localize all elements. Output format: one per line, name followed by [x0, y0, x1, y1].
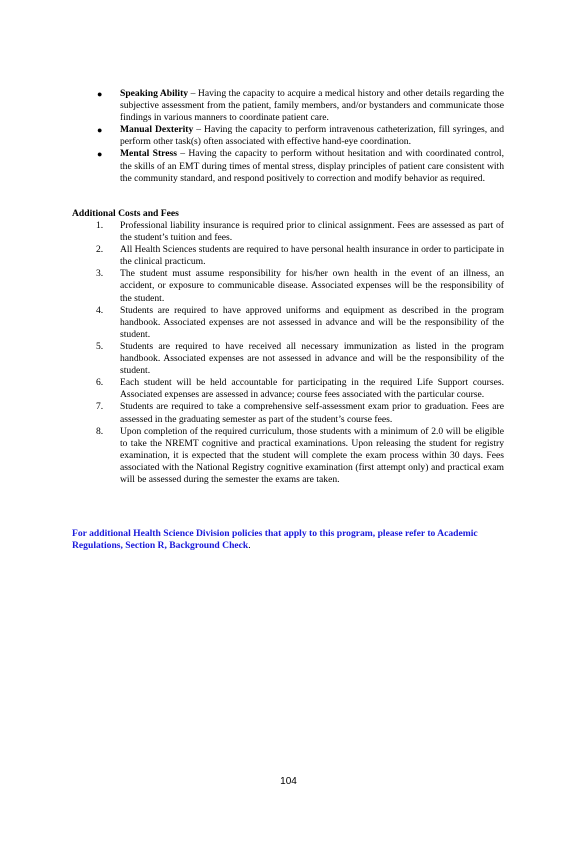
list-item [96, 341, 504, 377]
item-text: Upon completion of the required curriculum, those students with a minimum of 2.0 will be eligible to take the NREMT cognitive and practical examinations. Upon releasing the student for registry examination, it is expected that the student will complete the exam process within 30 days. Fees associated with the National Registry cognitive examination (first attempt only) and practical exam will be assessed during the semester the exams are taken. [120, 425, 504, 485]
item-number: 1. [96, 220, 104, 231]
bullet-icon: ● [97, 89, 103, 99]
policy-note-period: . [248, 540, 251, 552]
item-number: 3. [96, 268, 104, 280]
ability-description: – Having the capacity to acquire a medical history and other details regarding the subjective assessment from the patient, family members, and/or bystanders and communicate those findings in various manners to coordinate patient care. [120, 88, 504, 124]
item-number: 4. [96, 304, 104, 316]
ability-item-mental-stress [96, 148, 504, 184]
costs-list [96, 220, 504, 486]
item-text: All Health Sciences students are required to have personal health insurance in order to participate in the clinical practicum. [120, 244, 504, 268]
ability-item-manual-dexterity [96, 124, 504, 148]
ability-item-speaking [96, 88, 504, 124]
item-number: 8. [96, 425, 104, 437]
item-number: 5. [96, 340, 104, 352]
list-item [96, 305, 504, 341]
bullet-icon: ● [97, 125, 103, 136]
ability-term: Manual Dexterity [120, 124, 194, 136]
policy-note-text: For additional Health Science Division policies that apply to this program, please refer to Academic Regulations, Section R, Background Check [72, 528, 478, 552]
item-number: 6. [96, 377, 104, 389]
page-number: 104 [280, 776, 297, 787]
item-text: Students are required to take a comprehensive self-assessment exam prior to graduation. Fees are assessed in the graduating semester as part of the student’s course fees. [120, 401, 504, 425]
item-text: Students are required to have received all necessary immunization as listed in the program handbook. Associated expenses are not assessed in advance and will be the responsibility of the student. [120, 340, 504, 377]
list-item [96, 426, 504, 486]
list-item [96, 220, 504, 244]
item-text: Professional liability insurance is required prior to clinical assignment. Fees are assessed as part of the student’s tuition and fees. [120, 220, 504, 244]
ability-term: Mental Stress [120, 148, 177, 160]
ability-term: Speaking Ability [120, 88, 189, 99]
item-text: Students are required to have approved uniforms and equipment as described in the program handbook. Associated expenses are not assessed in advance and will be the responsibility of the student. [120, 304, 504, 340]
costs-heading: Additional Costs and Fees [72, 208, 179, 219]
item-text: Each student will be held accountable for participating in the required Life Support courses. Associated expenses are assessed in advance; course fees associated with the particular course. [120, 377, 504, 401]
bullet-icon: ● [97, 149, 103, 160]
list-item [96, 244, 504, 268]
list-item [96, 401, 504, 425]
policy-note [72, 528, 512, 552]
abilities-list [96, 88, 504, 185]
ability-description: – Having the capacity to perform intravenous catheterization, fill syringes, and perform other task(s) often associated with effective hand-eye coordination. [120, 124, 504, 148]
list-item [96, 268, 504, 304]
item-number: 7. [96, 401, 104, 413]
ability-description: – Having the capacity to perform without hesitation and with coordinated control, the skills of an EMT during times of mental stress, display principles of patient care consistent with the community standard, and respond positively to correction and modify behavior as required. [120, 148, 504, 184]
item-text: The student must assume responsibility for his/her own health in the event of an illness, an accident, or exposure to communicable disease. Associated expenses will be the responsibility of the student. [120, 268, 504, 304]
item-number: 2. [96, 244, 104, 256]
list-item [96, 377, 504, 401]
